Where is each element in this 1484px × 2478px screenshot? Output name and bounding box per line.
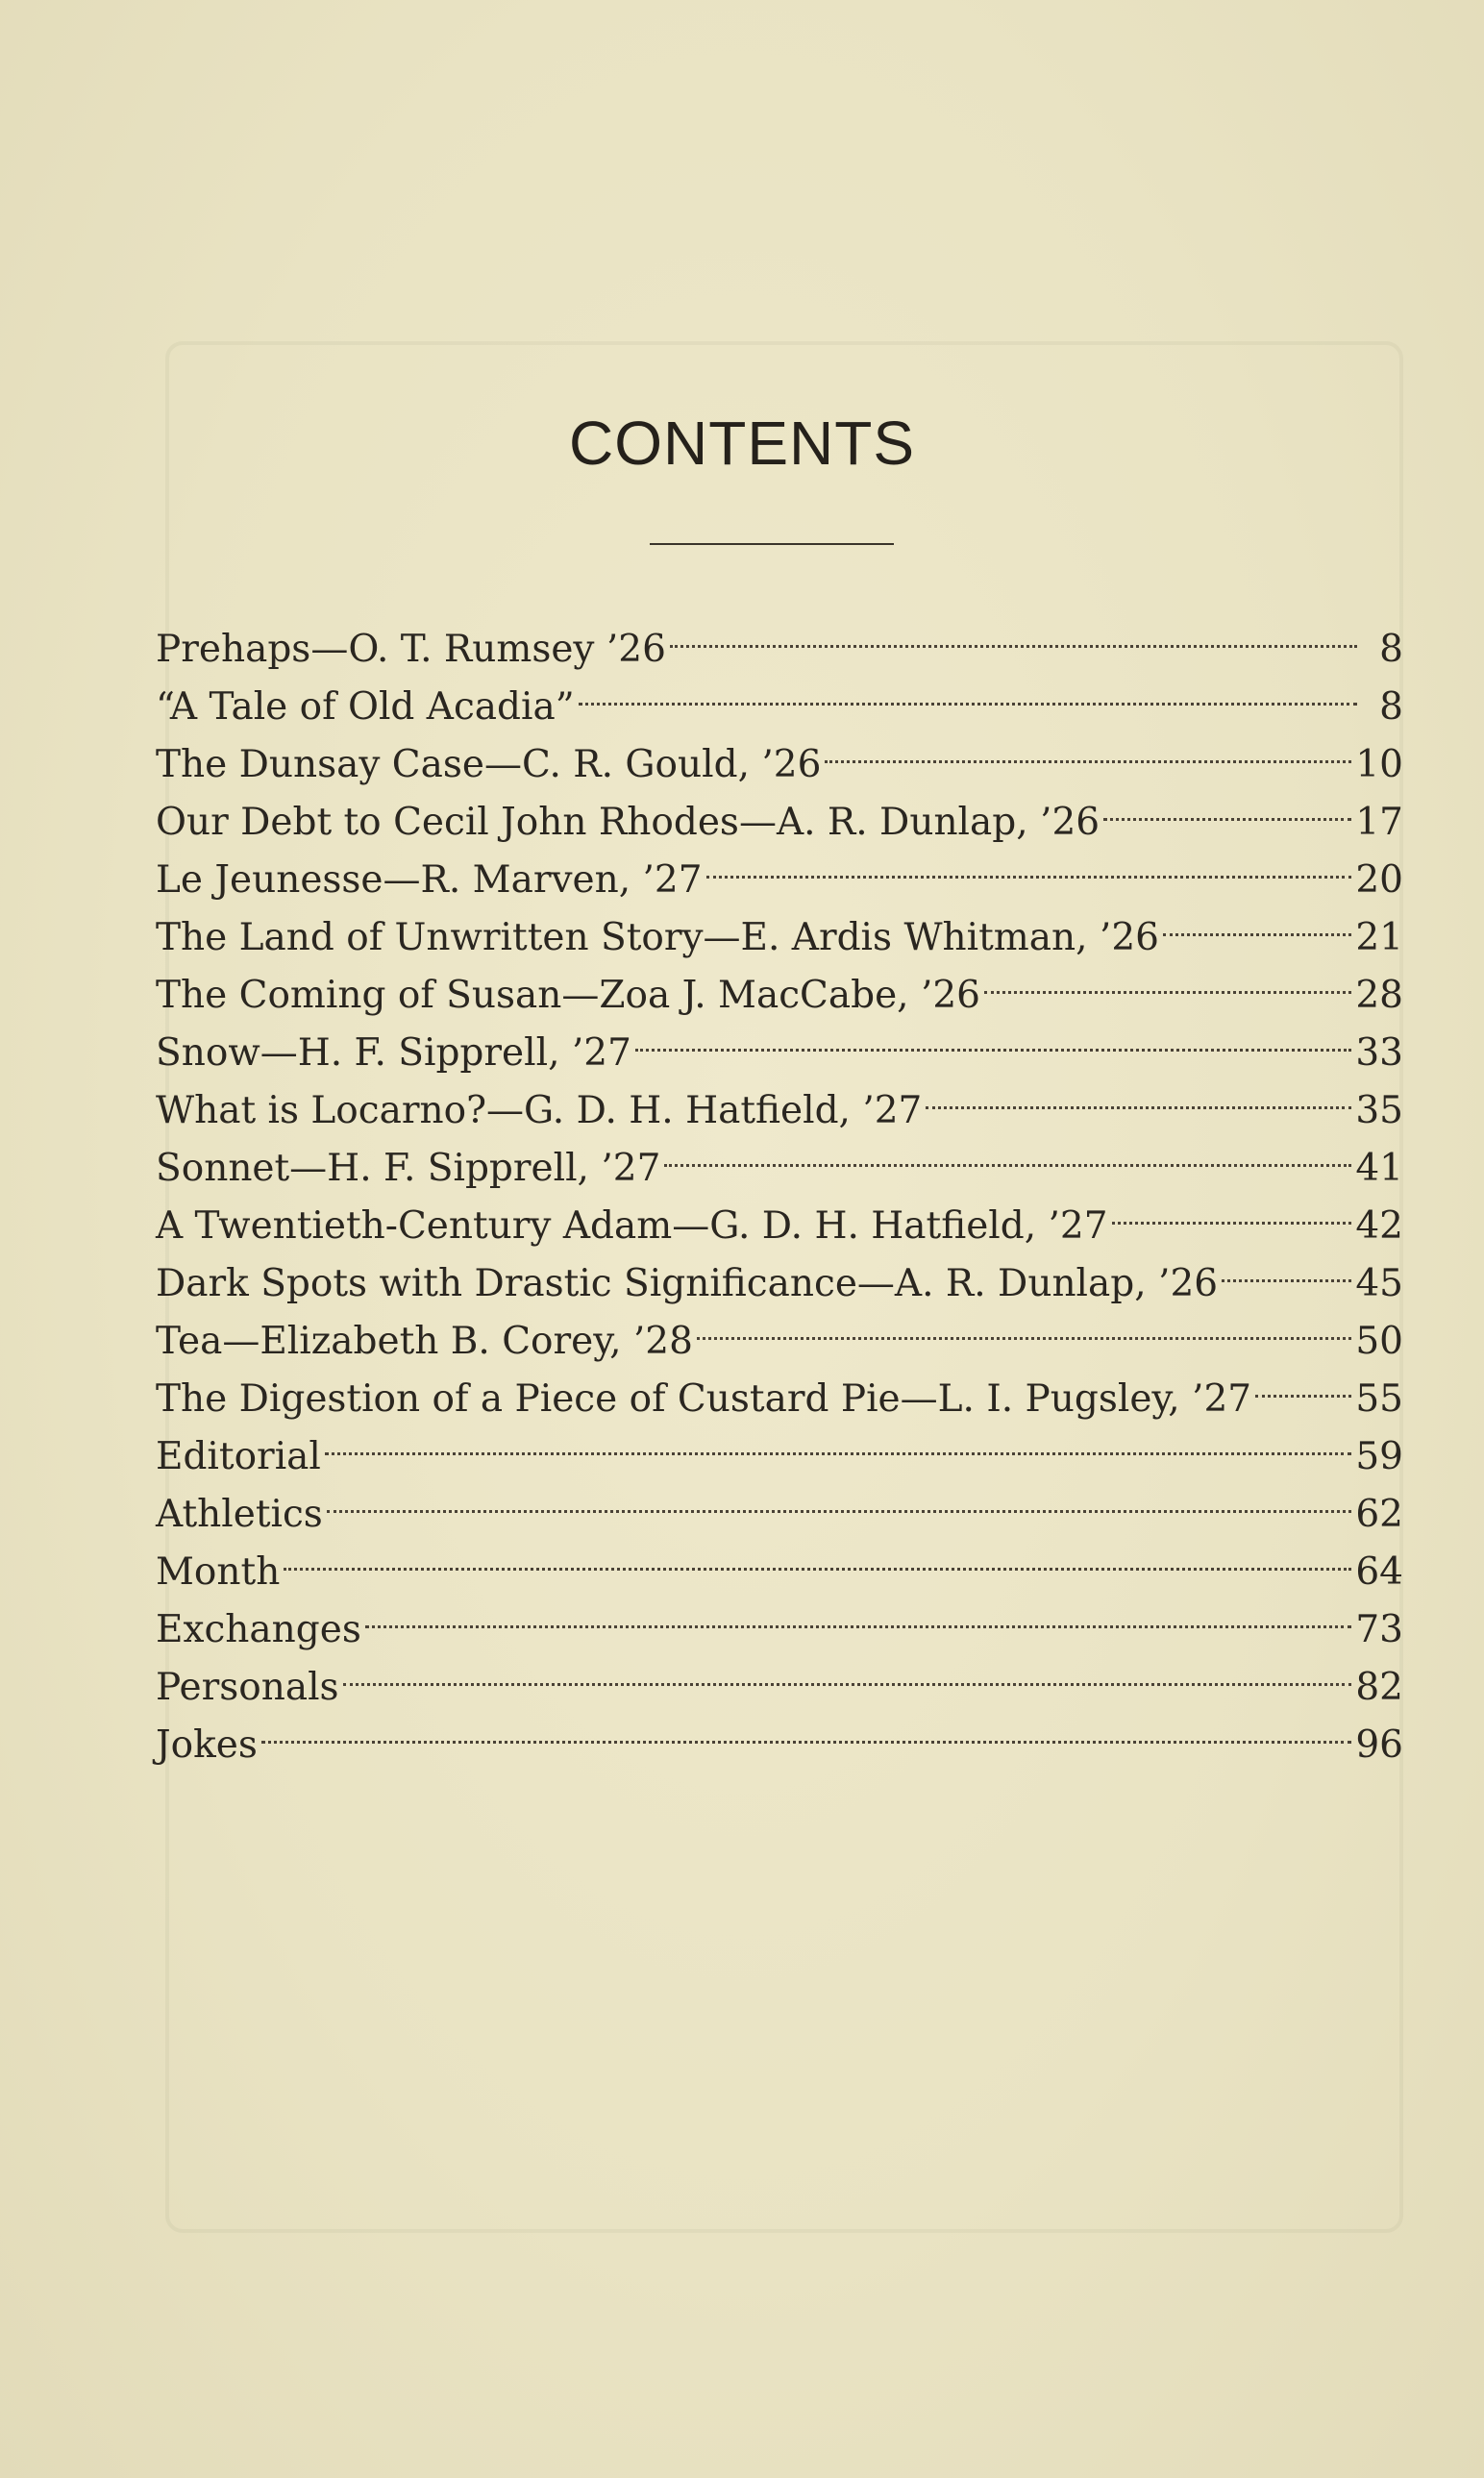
dot-leader	[825, 719, 1351, 777]
table-of-contents	[156, 604, 1403, 1767]
toc-entry-page: 55	[1355, 1377, 1403, 1421]
toc-entry-page: 28	[1355, 974, 1403, 1017]
title-underline-rule	[650, 543, 894, 545]
dot-leader	[670, 604, 1357, 661]
toc-entry-page: 42	[1355, 1204, 1403, 1248]
toc-entry	[156, 1469, 1403, 1536]
toc-entry-page: 59	[1355, 1435, 1403, 1478]
dot-leader	[343, 1642, 1352, 1699]
toc-entry-page: 50	[1355, 1320, 1403, 1363]
toc-entry-title: Le Jeunesse—R. Marven, ’27	[156, 858, 703, 902]
toc-entry-page: 45	[1355, 1262, 1403, 1305]
dot-leader	[1222, 1238, 1351, 1296]
toc-entry-page: 8	[1379, 685, 1403, 729]
dot-leader	[325, 1411, 1351, 1469]
toc-entry-page: 21	[1355, 916, 1403, 959]
toc-entry-page: 73	[1355, 1608, 1403, 1651]
toc-entry-title: The Dunsay Case—C. R. Gould, ’26	[156, 743, 822, 786]
toc-entry-page: 62	[1355, 1493, 1403, 1536]
toc-entry-page: 96	[1355, 1723, 1403, 1767]
toc-entry-title: The Land of Unwritten Story—E. Ardis Whitman, ’26	[156, 916, 1159, 959]
dot-leader	[697, 1296, 1351, 1353]
toc-entry-title: Exchanges	[156, 1608, 361, 1651]
toc-entry-title: Personals	[156, 1666, 339, 1709]
toc-entry-title: Athletics	[156, 1493, 323, 1536]
toc-entry	[156, 1411, 1403, 1478]
toc-entry-title: Month	[156, 1550, 281, 1594]
toc-entry-title: Editorial	[156, 1435, 321, 1478]
dot-leader	[261, 1699, 1352, 1757]
toc-entry-page: 33	[1355, 1031, 1403, 1075]
dot-leader	[1255, 1353, 1351, 1411]
toc-entry-title: “A Tale of Old Acadia”	[156, 685, 575, 729]
dot-leader	[635, 1007, 1351, 1065]
toc-entry-page: 20	[1355, 858, 1403, 902]
toc-entry-title: Tea—Elizabeth B. Corey, ’28	[156, 1320, 693, 1363]
toc-entry	[156, 604, 1403, 671]
toc-entry-title: The Digestion of a Piece of Custard Pie—L. I. Pugsley, ’27	[156, 1377, 1252, 1421]
toc-entry-title: Snow—H. F. Sipprell, ’27	[156, 1031, 631, 1075]
toc-entry-page: 82	[1355, 1666, 1403, 1709]
toc-entry-title: Our Debt to Cecil John Rhodes—A. R. Dunlap, ’26	[156, 801, 1101, 844]
toc-entry-title: Prehaps—O. T. Rumsey ’26	[156, 628, 666, 671]
dot-leader	[284, 1526, 1351, 1584]
toc-entry-page: 41	[1355, 1147, 1403, 1190]
dot-leader	[579, 661, 1357, 719]
dot-leader	[984, 950, 1351, 1007]
dot-leader	[706, 834, 1352, 892]
dot-leader	[1163, 892, 1351, 950]
toc-entry-page: 17	[1355, 801, 1403, 844]
toc-entry-title: A Twentieth-Century Adam—G. D. H. Hatfield, ’27	[156, 1204, 1108, 1248]
toc-entry-page: 35	[1355, 1089, 1403, 1132]
dot-leader	[1112, 1180, 1352, 1238]
toc-entry	[156, 1699, 1403, 1767]
toc-entry	[156, 1642, 1403, 1709]
toc-entry-title: What is Locarno?—G. D. H. Hatfield, ’27	[156, 1089, 923, 1132]
toc-entry-title: The Coming of Susan—Zoa J. MacCabe, ’26	[156, 974, 980, 1017]
dot-leader	[1103, 777, 1351, 834]
page-title: CONTENTS	[569, 409, 915, 478]
toc-entry-page: 64	[1355, 1550, 1403, 1594]
toc-entry	[156, 1526, 1403, 1594]
dot-leader	[926, 1065, 1351, 1123]
toc-entry-title: Dark Spots with Drastic Significance—A. R. Dunlap, ’26	[156, 1262, 1219, 1305]
toc-entry-page: 10	[1355, 743, 1403, 786]
toc-entry-page: 8	[1379, 628, 1403, 671]
dot-leader	[365, 1584, 1352, 1642]
toc-entry-title: Sonnet—H. F. Sipprell, ’27	[156, 1147, 661, 1190]
toc-entry	[156, 1584, 1403, 1651]
dot-leader	[664, 1123, 1351, 1180]
toc-entry-title: Jokes	[156, 1723, 258, 1767]
dot-leader	[327, 1469, 1352, 1526]
